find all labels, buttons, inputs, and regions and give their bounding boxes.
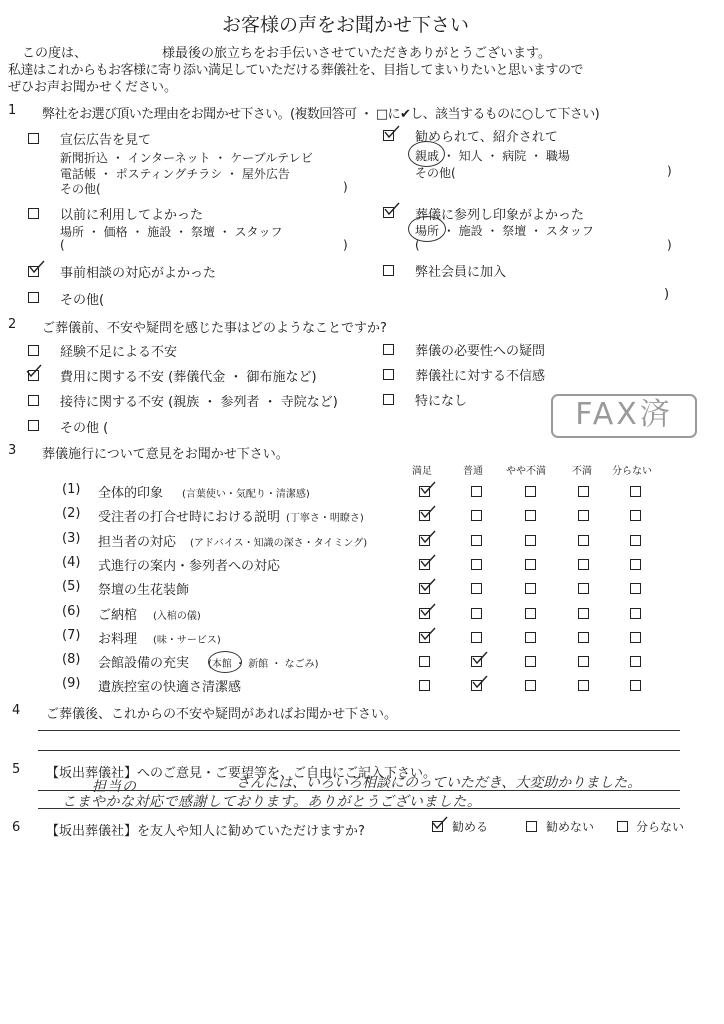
q1-d-label: 葬儀に参列し印象がよかった — [415, 208, 585, 223]
q3-row-label: 祭壇の生花装飾 — [98, 583, 190, 598]
q3-rating-checkmark — [420, 553, 436, 567]
q2-g-label: その他 ( — [60, 421, 109, 436]
q1-number: 1 — [8, 103, 17, 118]
q3-rating-checkbox-unknown[interactable] — [630, 583, 641, 594]
q2-f-label: 特になし — [415, 394, 468, 409]
q3-rating-checkmark — [472, 674, 488, 688]
q1-d-sub: 場所 ・ 施設 ・ 祭壇 ・ スタッフ — [415, 224, 594, 238]
q3-rating-checkbox-normal[interactable] — [471, 583, 482, 594]
q3-row-note: (言葉使い・気配り・清潔感) — [182, 489, 310, 500]
q1-a-other: その他( — [60, 182, 101, 196]
q1-c-sub: 場所 ・ 価格 ・ 施設 ・ 祭壇 ・ スタッフ — [60, 225, 283, 239]
q1-g-close: ) — [664, 287, 670, 302]
q1-b-sub: 親戚 ・ 知人 ・ 病院 ・ 職場 — [415, 149, 570, 163]
q2-g-checkbox[interactable] — [28, 420, 39, 431]
q3-rating-checkbox-dissatisfied[interactable] — [578, 486, 589, 497]
q6-recommend-checkmark — [432, 815, 448, 829]
q1-f-label: 弊社会員に加入 — [415, 265, 507, 280]
q3-rating-checkbox-somewhat-dissatisfied[interactable] — [525, 680, 536, 691]
q3-rating-checkbox-normal[interactable] — [471, 535, 482, 546]
q1-g-checkbox[interactable] — [28, 292, 39, 303]
q6-not-recommend-checkbox[interactable] — [526, 821, 537, 832]
q1-e-label: 事前相談の対応がよかった — [60, 266, 217, 281]
q2-question: ご葬儀前、不安や疑問を感じた事はどのようなことですか? — [42, 321, 387, 336]
q3-row-note: (アドバイス・知識の深さ・タイミング) — [190, 538, 368, 549]
q2-c-label: 費用に関する不安 (葬儀代金 ・ 御布施など) — [60, 370, 317, 385]
q3-rating-checkbox-unknown[interactable] — [630, 656, 641, 667]
q2-f-checkbox[interactable] — [383, 394, 394, 405]
q3-row-label: 担当者の対応 — [98, 535, 177, 550]
q3-rating-checkbox-dissatisfied[interactable] — [578, 583, 589, 594]
q3-row-number: (4) — [62, 555, 81, 570]
q4-answer-line-1[interactable] — [38, 730, 680, 731]
q3-header-dissatisfied: 不満 — [572, 466, 592, 477]
intro-line-2: 私達はこれからもお客様に寄り添い満足していただける葬儀社を、目指してまいりたいと思いますので — [8, 63, 584, 78]
q6-unknown-label: 分らない — [636, 820, 685, 834]
q5-question: 【坂出葬儀社】へのご意見・ご要望等を、ご自由にご記入下さい。 — [46, 766, 437, 781]
q1-d-circle — [408, 216, 446, 242]
q3-row-note: (入棺の儀) — [153, 611, 201, 622]
q3-rating-checkbox-dissatisfied[interactable] — [578, 632, 589, 643]
q3-rating-checkmark — [420, 602, 436, 616]
q3-header-unknown: 分らない — [612, 466, 652, 477]
q2-d-checkbox[interactable] — [383, 369, 394, 380]
q2-b-checkbox[interactable] — [383, 344, 394, 355]
q6-recommend-label: 勧める — [452, 820, 489, 834]
q3-rating-checkbox-somewhat-dissatisfied[interactable] — [525, 583, 536, 594]
q6-not-recommend-label: 勧めない — [546, 820, 595, 834]
q1-a-close: ) — [343, 180, 348, 194]
fax-stamp: FAX済 — [551, 394, 697, 438]
q3-rating-checkbox-normal[interactable] — [471, 632, 482, 643]
q3-row-label: お料理 — [98, 632, 138, 647]
q3-row-number: (5) — [62, 579, 81, 594]
q3-row-number: (1) — [62, 482, 81, 497]
intro-line-1a: この度は、 — [22, 46, 88, 61]
q1-g-label: その他( — [60, 293, 105, 308]
q1-c-open: ( — [60, 238, 65, 252]
q3-row-label: 遺族控室の快適さ清潔感 — [98, 680, 242, 695]
q3-row-number: (8) — [62, 652, 81, 667]
q3-row-number: (2) — [62, 506, 81, 521]
q3-row-label: 受注者の打合せ時における説明 — [98, 510, 281, 525]
q1-d-checkmark — [384, 201, 400, 215]
q3-rating-checkbox-dissatisfied[interactable] — [578, 535, 589, 546]
q3-rating-checkbox-unknown[interactable] — [630, 608, 641, 619]
q3-rating-checkbox-somewhat-dissatisfied[interactable] — [525, 559, 536, 570]
q3-rating-checkbox-dissatisfied[interactable] — [578, 680, 589, 691]
q2-c-checkmark — [26, 363, 42, 377]
q3-rating-checkbox-dissatisfied[interactable] — [578, 510, 589, 521]
q2-a-label: 経験不足による不安 — [60, 345, 178, 360]
q3-rating-checkmark — [420, 504, 436, 518]
intro-line-3: ぜひお声お聞かせください。 — [8, 80, 178, 95]
q3-rating-checkbox-satisfied[interactable] — [419, 680, 430, 691]
q3-rating-checkmark — [420, 626, 436, 640]
q2-b-label: 葬儀の必要性への疑問 — [415, 344, 546, 359]
q1-question: 弊社をお選び頂いた理由をお聞かせ下さい。(複数回答可 ・ □に✔し、該当するものに○して下さい) — [42, 107, 600, 122]
q1-c-close: ) — [343, 238, 348, 252]
q1-b-close: ) — [667, 164, 672, 178]
q3-rating-checkbox-unknown[interactable] — [630, 535, 641, 546]
q3-header-somewhat-dissatisfied: やや不満 — [506, 466, 546, 477]
q1-a-sub1: 新聞折込 ・ インターネット ・ ケーブルテレビ — [60, 151, 313, 165]
q1-d-close: ) — [667, 238, 672, 252]
q1-b-checkmark — [384, 124, 400, 138]
q3-rating-checkmark — [420, 480, 436, 494]
q1-f-checkbox[interactable] — [383, 265, 394, 276]
q3-rating-checkbox-unknown[interactable] — [630, 632, 641, 643]
q4-question: ご葬儀後、これからの不安や疑問があればお聞かせ下さい。 — [46, 707, 398, 722]
q6-number: 6 — [12, 820, 21, 835]
q3-row-number: (6) — [62, 604, 81, 619]
q3-row-note: (本館 ・ 新館 ・ なごみ) — [208, 659, 319, 670]
q4-number: 4 — [12, 703, 21, 718]
intro-line-1b: 様最後の旅立ちをお手伝いさせていただきありがとうございます。 — [162, 46, 551, 61]
q3-row-number: (9) — [62, 676, 81, 691]
q3-row-number: (7) — [62, 628, 81, 643]
q3-rating-checkbox-unknown[interactable] — [630, 510, 641, 521]
q2-a-checkbox[interactable] — [28, 345, 39, 356]
q3-row-label: 全体的印象 — [98, 486, 164, 501]
q3-rating-checkbox-satisfied[interactable] — [419, 656, 430, 667]
q2-d-label: 葬儀社に対する不信感 — [415, 369, 546, 384]
q3-rating-checkbox-dissatisfied[interactable] — [578, 559, 589, 570]
q3-row-label: ご納棺 — [98, 608, 138, 623]
q3-rating-checkbox-dissatisfied[interactable] — [578, 608, 589, 619]
q3-row-label: 会館設備の充実 — [98, 656, 190, 671]
q3-row8-circle — [208, 651, 242, 673]
q3-rating-checkbox-dissatisfied[interactable] — [578, 656, 589, 667]
q3-number: 3 — [8, 443, 17, 458]
q3-rating-checkbox-unknown[interactable] — [630, 680, 641, 691]
q3-rating-checkbox-somewhat-dissatisfied[interactable] — [525, 656, 536, 667]
q1-c-label: 以前に利用してよかった — [60, 208, 204, 223]
q3-rating-checkbox-somewhat-dissatisfied[interactable] — [525, 608, 536, 619]
q5-answer-line-2[interactable] — [38, 808, 680, 809]
q3-rating-checkbox-somewhat-dissatisfied[interactable] — [525, 510, 536, 521]
q1-d-open: ( — [415, 238, 420, 252]
q3-row-note: (丁寧さ・明瞭さ) — [286, 513, 364, 524]
q3-rating-checkbox-unknown[interactable] — [630, 559, 641, 570]
q3-rating-checkbox-normal[interactable] — [471, 486, 482, 497]
q2-number: 2 — [8, 317, 17, 332]
q3-rating-checkbox-unknown[interactable] — [630, 486, 641, 497]
q6-question: 【坂出葬儀社】を友人や知人に勧めていただけますか? — [46, 824, 365, 839]
q3-row-number: (3) — [62, 531, 81, 546]
q3-rating-checkbox-normal[interactable] — [471, 559, 482, 570]
q3-row-label: 式進行の案内・参列者への対応 — [98, 559, 281, 574]
q1-e-checkmark — [29, 259, 45, 273]
q6-unknown-checkbox[interactable] — [617, 821, 628, 832]
q5-handwriting-2: こまやかな対応で感謝しております。ありがとうございました。 — [62, 794, 482, 810]
q1-a-sub2: 電話帳 ・ ポスティングチラシ ・ 屋外広告 — [60, 167, 290, 181]
q3-rating-checkbox-somewhat-dissatisfied[interactable] — [525, 486, 536, 497]
q1-c-checkbox[interactable] — [28, 208, 39, 219]
q3-rating-checkmark — [472, 650, 488, 664]
q1-a-checkbox[interactable] — [28, 133, 39, 144]
q5-handwriting-1a: 担当の — [92, 779, 137, 795]
q3-rating-checkmark — [420, 577, 436, 591]
q1-a-label: 宣伝広告を見て — [60, 133, 152, 148]
q3-header-normal: 普通 — [463, 466, 483, 477]
page-title: お客様の声をお聞かせ下さい — [222, 14, 470, 36]
q5-handwriting-1b: さんには、いろいろ相談にのっていただき、大変助かりました。 — [236, 775, 642, 791]
q2-e-checkbox[interactable] — [28, 395, 39, 406]
q1-b-label: 勧められて、紹介されて — [415, 130, 558, 145]
q1-b-other: その他( — [415, 166, 456, 180]
q3-rating-checkbox-somewhat-dissatisfied[interactable] — [525, 535, 536, 546]
q3-rating-checkbox-normal[interactable] — [471, 608, 482, 619]
q4-answer-line-2[interactable] — [38, 750, 680, 751]
q3-rating-checkmark — [420, 529, 436, 543]
q2-e-label: 接待に関する不安 (親族 ・ 参列者 ・ 寺院など) — [60, 395, 338, 410]
q3-rating-checkbox-normal[interactable] — [471, 510, 482, 521]
q5-number: 5 — [12, 762, 21, 777]
q3-row-note: (味・サービス) — [153, 635, 221, 646]
q3-question: 葬儀施行について意見をお聞かせ下さい。 — [42, 447, 289, 462]
q3-header-satisfied: 満足 — [412, 466, 432, 477]
q3-rating-checkbox-somewhat-dissatisfied[interactable] — [525, 632, 536, 643]
